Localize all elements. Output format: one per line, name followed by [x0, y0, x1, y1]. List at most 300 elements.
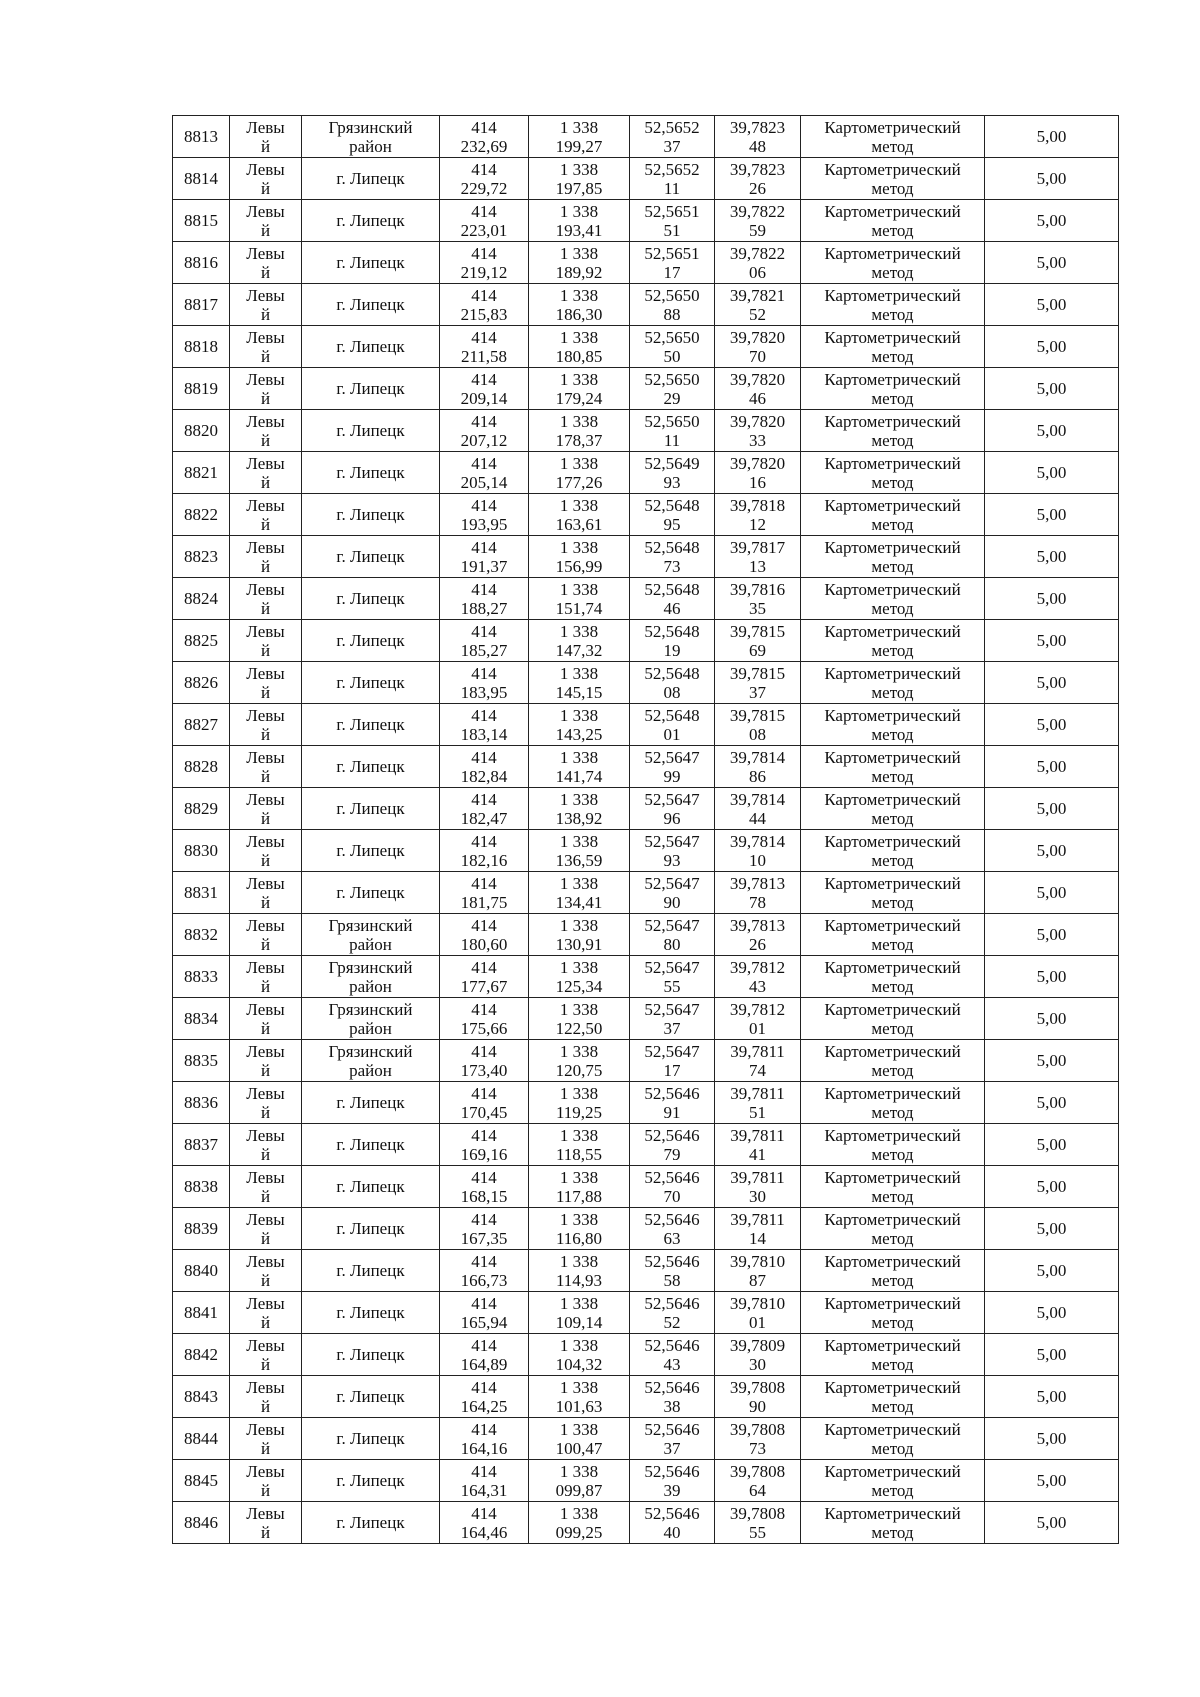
method-cell: [801, 200, 985, 242]
longitude-cell: [715, 1124, 801, 1166]
district-cell: [302, 1250, 440, 1292]
longitude-cell-line: 41: [749, 1144, 766, 1164]
longitude-cell: [715, 116, 801, 158]
table-row: [173, 1502, 1119, 1544]
longitude-cell-line: 39,7815: [729, 705, 786, 725]
longitude-cell-line: 43: [749, 976, 766, 996]
latitude-cell-line: 55: [663, 976, 681, 996]
coord-y-cell-line: 1 338: [559, 1335, 599, 1355]
bank-side-cell-line: й: [260, 766, 271, 786]
point-number-cell: 8822: [173, 494, 230, 536]
method-cell-line: Картометрический: [824, 1251, 961, 1271]
district-cell-line: район: [349, 136, 392, 156]
coord-y-cell: [529, 410, 630, 452]
method-cell-line: метод: [871, 1312, 914, 1332]
coord-y-cell: [529, 998, 630, 1040]
method-cell-line: Картометрический: [824, 1419, 961, 1439]
bank-side-cell-line: Левы: [246, 705, 285, 725]
method-cell: [801, 326, 985, 368]
latitude-cell-line: 52,5647: [644, 747, 700, 767]
coord-y-cell-line: 120,75: [555, 1060, 603, 1080]
district-cell-line: Грязинский: [328, 915, 413, 935]
method-cell: [801, 494, 985, 536]
latitude-cell-line: 80: [663, 934, 681, 954]
latitude-cell-line: 90: [663, 892, 681, 912]
district-cell: [302, 1124, 440, 1166]
coord-y-cell-line: 1 338: [559, 243, 599, 263]
coord-x-cell-line: 207,12: [460, 430, 508, 450]
method-cell: [801, 1418, 985, 1460]
bank-side-cell: [230, 1502, 302, 1544]
bank-side-cell-line: й: [260, 1144, 271, 1164]
district-cell-line: г. Липецк: [336, 1135, 405, 1154]
latitude-cell-line: 79: [663, 1144, 681, 1164]
method-cell-line: Картометрический: [824, 705, 961, 725]
longitude-cell-line: 39,7820: [729, 327, 786, 347]
coord-x-cell-line: 164,25: [460, 1396, 508, 1416]
method-cell-line: метод: [871, 1396, 914, 1416]
coord-x-cell-line: 414: [471, 1083, 497, 1103]
longitude-cell: [715, 536, 801, 578]
longitude-cell-line: 51: [749, 1102, 766, 1122]
longitude-cell-line: 39,7813: [729, 915, 786, 935]
latitude-cell: [630, 1208, 715, 1250]
coord-y-cell: [529, 368, 630, 410]
latitude-cell-line: 52,5650: [644, 327, 700, 347]
latitude-cell: [630, 872, 715, 914]
longitude-cell-line: 14: [749, 1228, 766, 1248]
longitude-cell-line: 39,7811: [730, 1125, 785, 1145]
bank-side-cell-line: й: [260, 346, 271, 366]
district-cell-line: г. Липецк: [336, 757, 405, 776]
accuracy-cell: 5,00: [985, 956, 1119, 998]
latitude-cell-line: 52,5651: [644, 201, 700, 221]
bank-side-cell-line: й: [260, 1522, 271, 1542]
table-row: [173, 788, 1119, 830]
accuracy-cell: 5,00: [985, 452, 1119, 494]
coord-y-cell: [529, 494, 630, 536]
longitude-cell-line: 39,7817: [729, 537, 786, 557]
method-cell-line: метод: [871, 598, 914, 618]
bank-side-cell: [230, 1376, 302, 1418]
method-cell: [801, 536, 985, 578]
coord-x-cell-line: 182,84: [460, 766, 508, 786]
latitude-cell: [630, 1040, 715, 1082]
table-row: [173, 1082, 1119, 1124]
latitude-cell-line: 52,5646: [644, 1083, 700, 1103]
district-cell-line: г. Липецк: [336, 799, 405, 818]
coord-x-cell-line: 164,16: [460, 1438, 508, 1458]
coord-x-cell-line: 414: [471, 1167, 497, 1187]
bank-side-cell-line: Левы: [246, 1041, 285, 1061]
longitude-cell: [715, 830, 801, 872]
longitude-cell-line: 30: [749, 1186, 766, 1206]
accuracy-cell: 5,00: [985, 788, 1119, 830]
coord-x-cell-line: 223,01: [460, 220, 508, 240]
coord-x-cell: [440, 1124, 529, 1166]
coord-y-cell-line: 1 338: [559, 159, 599, 179]
longitude-cell-line: 73: [749, 1438, 766, 1458]
district-cell-line: г. Липецк: [336, 463, 405, 482]
table-row: [173, 746, 1119, 788]
longitude-cell-line: 39,7811: [730, 1167, 785, 1187]
latitude-cell: [630, 1376, 715, 1418]
longitude-cell-line: 39,7816: [729, 579, 786, 599]
latitude-cell-line: 46: [663, 598, 681, 618]
coord-y-cell: [529, 1250, 630, 1292]
coord-y-cell: [529, 1292, 630, 1334]
table-row: [173, 578, 1119, 620]
latitude-cell-line: 52,5646: [644, 1293, 700, 1313]
latitude-cell-line: 52,5646: [644, 1503, 700, 1523]
district-cell: [302, 536, 440, 578]
district-cell: [302, 494, 440, 536]
coord-y-cell-line: 1 338: [559, 579, 599, 599]
table-row: [173, 1334, 1119, 1376]
coord-y-cell-line: 1 338: [559, 285, 599, 305]
coord-x-cell-line: 414: [471, 159, 497, 179]
latitude-cell-line: 93: [663, 472, 681, 492]
bank-side-cell-line: Левы: [246, 369, 285, 389]
table-row: [173, 158, 1119, 200]
method-cell-line: Картометрический: [824, 453, 961, 473]
bank-side-cell: [230, 998, 302, 1040]
longitude-cell-line: 87: [749, 1270, 766, 1290]
accuracy-cell: 5,00: [985, 1418, 1119, 1460]
longitude-cell-line: 01: [749, 1312, 766, 1332]
longitude-cell-line: 30: [749, 1354, 766, 1374]
coord-x-cell-line: 414: [471, 1209, 497, 1229]
coord-x-cell: [440, 914, 529, 956]
table-row: [173, 1292, 1119, 1334]
coord-x-cell: [440, 1292, 529, 1334]
coord-y-cell-line: 114,93: [555, 1270, 603, 1290]
method-cell-line: Картометрический: [824, 1377, 961, 1397]
method-cell: [801, 620, 985, 662]
coord-x-cell-line: 414: [471, 495, 497, 515]
coord-y-cell: [529, 662, 630, 704]
bank-side-cell-line: Левы: [246, 1209, 285, 1229]
coord-x-cell: [440, 1166, 529, 1208]
latitude-cell: [630, 1460, 715, 1502]
coord-y-cell-line: 125,34: [555, 976, 603, 996]
latitude-cell: [630, 1250, 715, 1292]
latitude-cell-line: 99: [663, 766, 681, 786]
longitude-cell-line: 39,7821: [729, 285, 786, 305]
method-cell: [801, 1292, 985, 1334]
longitude-cell-line: 39,7809: [729, 1335, 786, 1355]
method-cell-line: метод: [871, 430, 914, 450]
latitude-cell-line: 52,5651: [644, 243, 700, 263]
coord-y-cell-line: 118,55: [555, 1144, 603, 1164]
accuracy-cell: 5,00: [985, 662, 1119, 704]
coord-y-cell-line: 178,37: [555, 430, 603, 450]
district-cell-line: г. Липецк: [336, 1429, 405, 1448]
coord-x-cell: [440, 284, 529, 326]
method-cell: [801, 368, 985, 410]
method-cell: [801, 788, 985, 830]
coord-y-cell-line: 1 338: [559, 1167, 599, 1187]
latitude-cell-line: 95: [663, 514, 681, 534]
point-number-cell: 8845: [173, 1460, 230, 1502]
table-row: [173, 1040, 1119, 1082]
coord-y-cell-line: 1 338: [559, 663, 599, 683]
longitude-cell-line: 39,7812: [729, 999, 786, 1019]
coord-x-cell-line: 167,35: [460, 1228, 508, 1248]
bank-side-cell: [230, 788, 302, 830]
point-number-cell: 8831: [173, 872, 230, 914]
latitude-cell-line: 52,5648: [644, 537, 700, 557]
coord-y-cell: [529, 956, 630, 998]
table-row: [173, 494, 1119, 536]
coord-x-cell-line: 168,15: [460, 1186, 508, 1206]
longitude-cell-line: 69: [749, 640, 766, 660]
coord-x-cell: [440, 1418, 529, 1460]
method-cell-line: Картометрический: [824, 1041, 961, 1061]
method-cell-line: Картометрический: [824, 1503, 961, 1523]
coord-y-cell-line: 109,14: [555, 1312, 603, 1332]
longitude-cell: [715, 704, 801, 746]
method-cell-line: метод: [871, 514, 914, 534]
latitude-cell: [630, 578, 715, 620]
bank-side-cell-line: й: [260, 1270, 271, 1290]
table-row: [173, 200, 1119, 242]
coord-x-cell-line: 219,12: [460, 262, 508, 282]
longitude-cell-line: 35: [749, 598, 766, 618]
coord-x-cell-line: 229,72: [460, 178, 508, 198]
district-cell: [302, 200, 440, 242]
coord-x-cell-line: 414: [471, 369, 497, 389]
latitude-cell-line: 50: [663, 346, 681, 366]
longitude-cell: [715, 872, 801, 914]
point-number-cell: 8844: [173, 1418, 230, 1460]
bank-side-cell-line: й: [260, 1102, 271, 1122]
coord-x-cell: [440, 410, 529, 452]
latitude-cell: [630, 1292, 715, 1334]
bank-side-cell: [230, 746, 302, 788]
bank-side-cell-line: Левы: [246, 1335, 285, 1355]
coord-y-cell: [529, 1334, 630, 1376]
latitude-cell-line: 52,5646: [644, 1125, 700, 1145]
coord-x-cell-line: 173,40: [460, 1060, 508, 1080]
longitude-cell-line: 01: [749, 1018, 766, 1038]
bank-side-cell-line: Левы: [246, 1083, 285, 1103]
coord-y-cell-line: 1 338: [559, 789, 599, 809]
coord-y-cell-line: 156,99: [555, 556, 603, 576]
coord-x-cell: [440, 578, 529, 620]
longitude-cell: [715, 410, 801, 452]
latitude-cell: [630, 956, 715, 998]
coord-x-cell-line: 414: [471, 789, 497, 809]
coord-y-cell-line: 136,59: [555, 850, 603, 870]
latitude-cell-line: 52,5647: [644, 957, 700, 977]
coord-x-cell-line: 414: [471, 1461, 497, 1481]
longitude-cell: [715, 746, 801, 788]
method-cell-line: метод: [871, 1144, 914, 1164]
method-cell-line: Картометрический: [824, 537, 961, 557]
point-number-cell: 8827: [173, 704, 230, 746]
longitude-cell: [715, 242, 801, 284]
method-cell: [801, 284, 985, 326]
latitude-cell: [630, 242, 715, 284]
coord-y-cell-line: 099,87: [555, 1480, 603, 1500]
longitude-cell: [715, 914, 801, 956]
district-cell: [302, 1334, 440, 1376]
table-row: [173, 368, 1119, 410]
table-row: [173, 536, 1119, 578]
coord-x-cell: [440, 494, 529, 536]
bank-side-cell-line: Левы: [246, 1293, 285, 1313]
bank-side-cell-line: Левы: [246, 453, 285, 473]
coord-y-cell-line: 1 338: [559, 117, 599, 137]
longitude-cell: [715, 1166, 801, 1208]
accuracy-cell: 5,00: [985, 578, 1119, 620]
bank-side-cell: [230, 1334, 302, 1376]
bank-side-cell: [230, 200, 302, 242]
method-cell: [801, 1460, 985, 1502]
longitude-cell-line: 59: [749, 220, 766, 240]
accuracy-cell: 5,00: [985, 1208, 1119, 1250]
coord-x-cell-line: 414: [471, 285, 497, 305]
coord-y-cell: [529, 704, 630, 746]
district-cell-line: г. Липецк: [336, 841, 405, 860]
coord-y-cell: [529, 200, 630, 242]
method-cell-line: Картометрический: [824, 243, 961, 263]
coord-y-cell: [529, 1040, 630, 1082]
district-cell: [302, 956, 440, 998]
longitude-cell-line: 39,7823: [729, 117, 786, 137]
latitude-cell-line: 52,5652: [644, 117, 700, 137]
latitude-cell-line: 43: [663, 1354, 681, 1374]
method-cell: [801, 452, 985, 494]
coord-x-cell-line: 414: [471, 957, 497, 977]
longitude-cell: [715, 578, 801, 620]
latitude-cell: [630, 914, 715, 956]
table-row: [173, 284, 1119, 326]
method-cell-line: Картометрический: [824, 1461, 961, 1481]
district-cell-line: г. Липецк: [336, 715, 405, 734]
method-cell-line: Картометрический: [824, 621, 961, 641]
table-row: [173, 452, 1119, 494]
district-cell-line: Грязинский: [328, 999, 413, 1019]
coord-y-cell-line: 151,74: [555, 598, 603, 618]
bank-side-cell: [230, 872, 302, 914]
latitude-cell: [630, 704, 715, 746]
district-cell: [302, 1040, 440, 1082]
bank-side-cell: [230, 536, 302, 578]
bank-side-cell-line: й: [260, 514, 271, 534]
method-cell-line: Картометрический: [824, 999, 961, 1019]
longitude-cell-line: 16: [749, 472, 766, 492]
coord-y-cell-line: 1 338: [559, 327, 599, 347]
longitude-cell-line: 39,7822: [729, 243, 786, 263]
coord-y-cell-line: 147,32: [555, 640, 603, 660]
district-cell: [302, 116, 440, 158]
coord-x-cell: [440, 200, 529, 242]
bank-side-cell-line: й: [260, 682, 271, 702]
longitude-cell-line: 39,7811: [730, 1209, 785, 1229]
latitude-cell-line: 51: [663, 220, 681, 240]
coord-x-cell: [440, 1460, 529, 1502]
latitude-cell-line: 52,5646: [644, 1209, 700, 1229]
table-row: [173, 956, 1119, 998]
method-cell-line: Картометрический: [824, 1209, 961, 1229]
district-cell-line: г. Липецк: [336, 253, 405, 272]
latitude-cell-line: 52,5650: [644, 411, 700, 431]
point-number-cell: 8818: [173, 326, 230, 368]
point-number-cell: 8829: [173, 788, 230, 830]
bank-side-cell-line: й: [260, 1354, 271, 1374]
bank-side-cell-line: Левы: [246, 117, 285, 137]
latitude-cell: [630, 1082, 715, 1124]
latitude-cell: [630, 452, 715, 494]
longitude-cell: [715, 284, 801, 326]
district-cell: [302, 1502, 440, 1544]
coord-x-cell: [440, 158, 529, 200]
coord-y-cell-line: 1 338: [559, 495, 599, 515]
method-cell-line: метод: [871, 220, 914, 240]
longitude-cell-line: 33: [749, 430, 766, 450]
longitude-cell-line: 39,7820: [729, 369, 786, 389]
longitude-cell: [715, 1040, 801, 1082]
method-cell: [801, 1040, 985, 1082]
method-cell: [801, 746, 985, 788]
district-cell: [302, 284, 440, 326]
accuracy-cell: 5,00: [985, 242, 1119, 284]
longitude-cell: [715, 788, 801, 830]
method-cell: [801, 158, 985, 200]
latitude-cell-line: 19: [663, 640, 681, 660]
bank-side-cell: [230, 830, 302, 872]
longitude-cell: [715, 452, 801, 494]
coord-y-cell-line: 189,92: [555, 262, 603, 282]
longitude-cell-line: 46: [749, 388, 766, 408]
coord-y-cell: [529, 746, 630, 788]
latitude-cell-line: 52,5647: [644, 789, 700, 809]
longitude-cell-line: 39,7814: [729, 747, 786, 767]
latitude-cell: [630, 830, 715, 872]
point-number-cell: 8837: [173, 1124, 230, 1166]
coord-x-cell-line: 414: [471, 579, 497, 599]
coord-x-cell-line: 182,16: [460, 850, 508, 870]
bank-side-cell: [230, 1250, 302, 1292]
method-cell-line: Картометрический: [824, 285, 961, 305]
latitude-cell-line: 29: [663, 388, 681, 408]
point-number-cell: 8824: [173, 578, 230, 620]
bank-side-cell: [230, 1460, 302, 1502]
coord-y-cell-line: 138,92: [555, 808, 603, 828]
coord-x-cell-line: 414: [471, 201, 497, 221]
coord-x-cell-line: 215,83: [460, 304, 508, 324]
latitude-cell-line: 37: [663, 1438, 681, 1458]
latitude-cell-line: 37: [663, 1018, 681, 1038]
coord-x-cell-line: 414: [471, 1251, 497, 1271]
bank-side-cell-line: Левы: [246, 285, 285, 305]
coord-y-cell-line: 1 338: [559, 1251, 599, 1271]
table-row: [173, 410, 1119, 452]
method-cell-line: метод: [871, 1228, 914, 1248]
coord-x-cell-line: 414: [471, 117, 497, 137]
point-number-cell: 8813: [173, 116, 230, 158]
accuracy-cell: 5,00: [985, 830, 1119, 872]
district-cell-line: г. Липецк: [336, 883, 405, 902]
coord-x-cell-line: 414: [471, 1419, 497, 1439]
coord-y-cell-line: 1 338: [559, 705, 599, 725]
coord-x-cell: [440, 116, 529, 158]
accuracy-cell: 5,00: [985, 410, 1119, 452]
point-number-cell: 8828: [173, 746, 230, 788]
bank-side-cell-line: Левы: [246, 747, 285, 767]
